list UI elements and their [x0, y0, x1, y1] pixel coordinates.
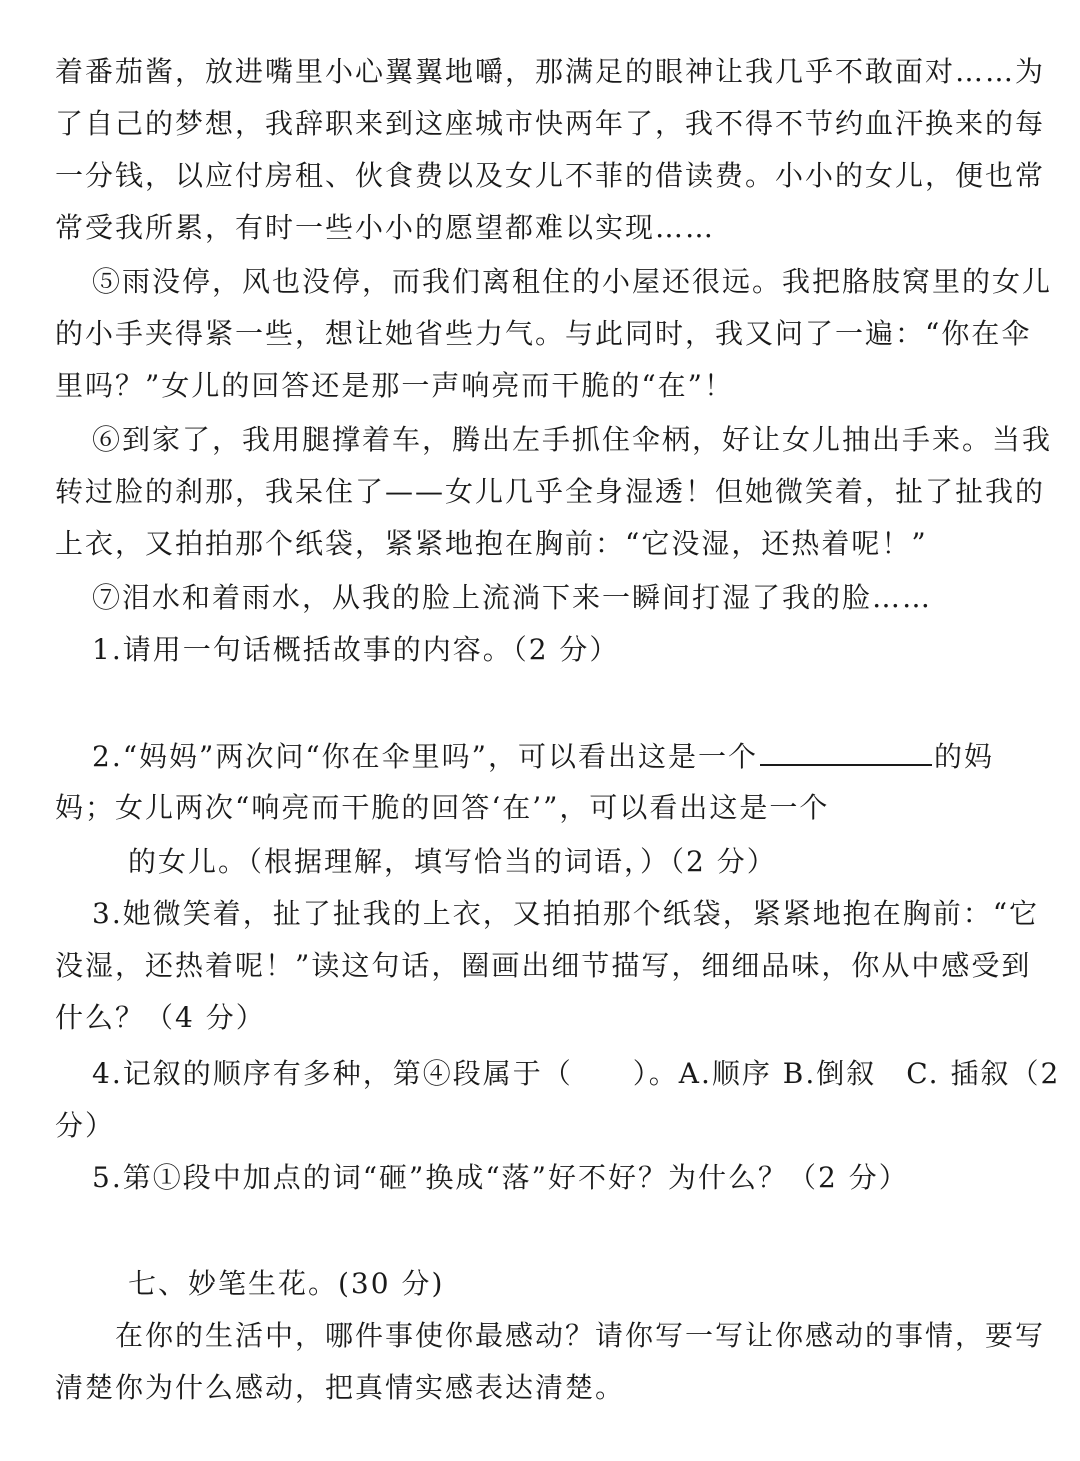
paragraph-6-line: 上衣，又拍拍那个纸袋，紧紧地抱在胸前：“它没湿，还热着呢！”	[55, 527, 928, 560]
question-5: 5.第①段中加点的词“砸”换成“落”好不好？为什么？（2 分）	[92, 1161, 909, 1194]
question-2-text-end: 的妈	[933, 740, 994, 773]
question-4-line: 分）	[55, 1109, 116, 1142]
paragraph-5-line: 里吗？”女儿的回答还是那一声响亮而干脆的“在”！	[55, 369, 734, 402]
question-3-line: 什么？（4 分）	[55, 1001, 266, 1034]
answer-blank[interactable]	[760, 736, 932, 766]
paragraph-6-line: 转过脸的刹那，我呆住了——女儿几乎全身湿透！但她微笑着，扯了扯我的	[55, 475, 1046, 508]
question-4-line: 4.记叙的顺序有多种，第④段属于（ ）。A.顺序 B.倒叙 C. 插叙（2	[92, 1057, 1061, 1090]
passage-line: 着番茄酱，放进嘴里小心翼翼地嚼，那满足的眼神让我几乎不敢面对……为	[55, 55, 1046, 88]
paragraph-5-line: ⑤雨没停，风也没停，而我们离租住的小屋还很远。我把胳肢窝里的女儿	[92, 265, 1053, 298]
paragraph-5-line: 的小手夹得紧一些，想让她省些力气。与此同时，我又问了一遍：“你在伞	[55, 317, 1032, 350]
section-7-heading: 七、妙笔生花。(30 分)	[128, 1267, 445, 1300]
passage-line: 了自己的梦想，我辞职来到这座城市快两年了，我不得不节约血汗换来的每	[55, 107, 1046, 140]
question-2-line-3: 的女儿。（根据理解，填写恰当的词语，）（2 分）	[128, 845, 777, 878]
section-7-prompt: 在你的生活中，哪件事使你最感动？请你写一写让你感动的事情，要写	[115, 1319, 1046, 1352]
paragraph-7-line: ⑦泪水和着雨水，从我的脸上流淌下来一瞬间打湿了我的脸……	[92, 581, 933, 614]
question-3-line: 没湿，还热着呢！”读这句话，圈画出细节描写，细细品味，你从中感受到	[55, 949, 1032, 982]
passage-line: 常受我所累，有时一些小小的愿望都难以实现……	[55, 211, 716, 244]
question-1: 1.请用一句话概括故事的内容。（2 分）	[92, 633, 620, 666]
section-7-prompt: 清楚你为什么感动，把真情实感表达清楚。	[55, 1371, 626, 1404]
question-3-line: 3.她微笑着，扯了扯我的上衣，又拍拍那个纸袋，紧紧地抱在胸前：“它	[92, 897, 1040, 930]
question-2-line-2: 妈；女儿两次“响亮而干脆的回答‘在’”，可以看出这是一个	[55, 791, 830, 824]
question-2-line-1	[92, 736, 1067, 777]
question-2-text: 2.“妈妈”两次问“你在伞里吗”，可以看出这是一个	[92, 740, 758, 773]
passage-line: 一分钱，以应付房租、伙食费以及女儿不菲的借读费。小小的女儿，便也常	[55, 159, 1046, 192]
paragraph-6-line: ⑥到家了，我用腿撑着车，腾出左手抓住伞柄，好让女儿抽出手来。当我	[92, 423, 1053, 456]
